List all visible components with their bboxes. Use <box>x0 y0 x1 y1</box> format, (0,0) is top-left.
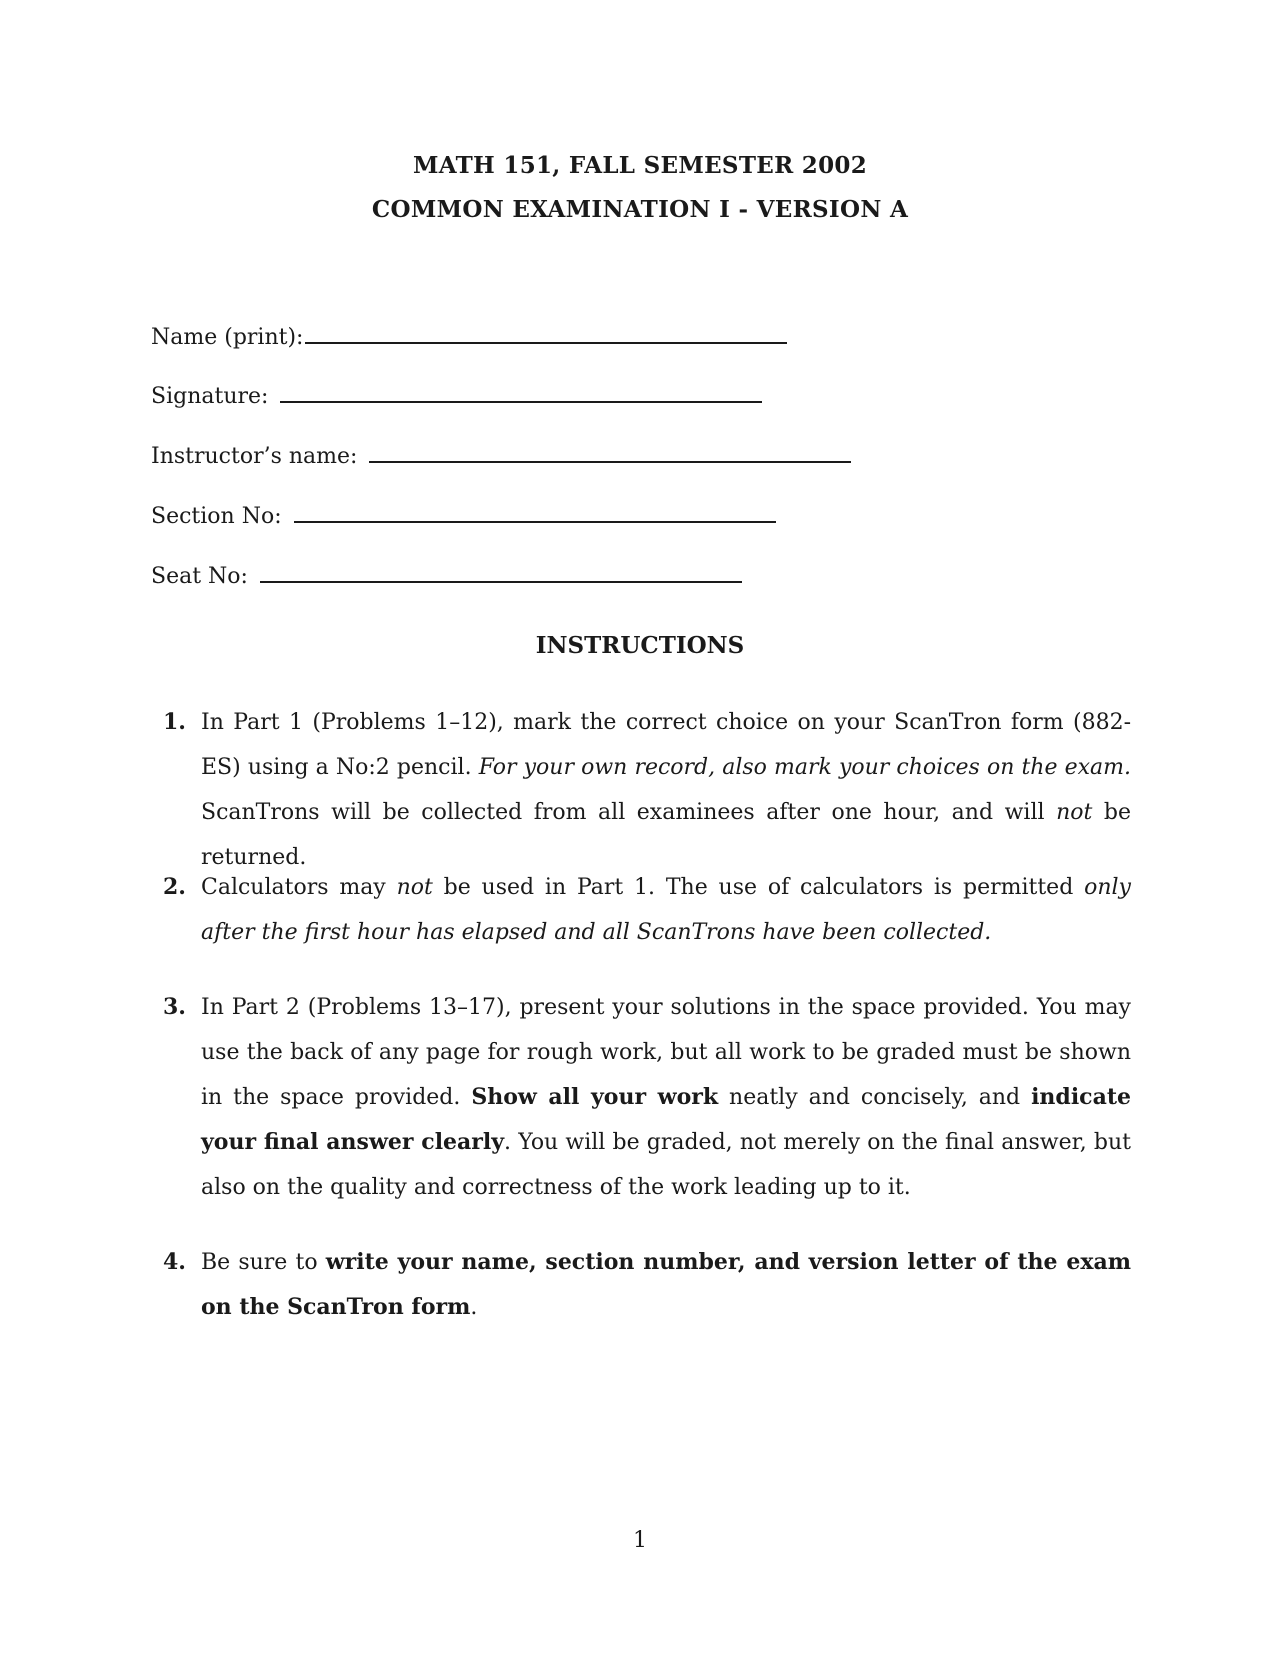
text-run: . You will be graded, not merely on the final answer, but also on the quality and correctness of the work leading up to it. <box>201 1130 1131 1200</box>
instruction-item-3 <box>163 985 1131 1210</box>
seat-field <box>151 555 742 589</box>
text-run: ScanTrons will be collected from all examinees after one hour, and will <box>201 800 1057 825</box>
text-run: be used in Part 1. The use of calculators is permitted <box>432 875 1085 900</box>
instruction-number: 1. <box>163 709 186 735</box>
text-run: Calculators may <box>201 875 397 900</box>
signature-field <box>151 375 762 409</box>
text-run-bold: indicate your final answer clearly <box>201 1084 1131 1155</box>
instruction-item-4 <box>163 1240 1131 1330</box>
text-run-italic: only after the first hour has elapsed and all ScanTrons have been collected. <box>201 875 1131 945</box>
page-number: 1 <box>633 1528 647 1553</box>
section-label: Section No: <box>151 504 282 529</box>
instruction-text <box>201 1240 1131 1330</box>
text-run: neatly and concisely, and <box>718 1085 1032 1110</box>
text-run: . <box>470 1295 478 1320</box>
text-run-italic: For your own record, also mark your choices on the exam. <box>478 755 1132 780</box>
text-run: Be sure to <box>201 1250 326 1275</box>
text-run: In Part 2 (Problems 13–17), present your solutions in the space provided. You may use the back of any page for rough work, but all work to be graded must be shown in the space provided. <box>201 995 1131 1110</box>
text-run-bold: Show all your work <box>471 1084 719 1110</box>
name-field <box>151 316 787 350</box>
course-title: MATH 151, FALL SEMESTER 2002 <box>412 152 868 179</box>
instruction-number: 3. <box>163 994 186 1020</box>
text-run-italic: not <box>396 875 433 900</box>
exam-title: COMMON EXAMINATION I - VERSION A <box>371 196 909 223</box>
section-blank-line <box>294 520 776 523</box>
instruction-number: 4. <box>163 1249 186 1275</box>
signature-blank-line <box>280 400 762 403</box>
name-blank-line <box>305 341 787 344</box>
instruction-text <box>201 985 1131 1210</box>
instructor-field <box>151 435 851 469</box>
instruction-item-1 <box>163 700 1131 880</box>
instruction-text <box>201 700 1131 880</box>
section-field <box>151 495 776 529</box>
text-run: In Part 1 (Problems 1–12), mark the correct choice on your ScanTron form (882-ES) using a No:2 pencil. <box>201 710 1131 780</box>
instructions-heading: INSTRUCTIONS <box>535 632 745 659</box>
text-run-bold: write your name, section number, and version letter of the exam on the ScanTron form <box>201 1249 1131 1320</box>
seat-label: Seat No: <box>151 564 248 589</box>
instruction-number: 2. <box>163 874 186 900</box>
signature-label: Signature: <box>151 384 269 409</box>
instructor-label: Instructor’s name: <box>151 444 358 469</box>
instruction-item-2 <box>163 865 1131 955</box>
instruction-text <box>201 865 1131 955</box>
name-label: Name (print): <box>151 325 304 350</box>
instructor-blank-line <box>369 460 851 463</box>
text-run: be returned. <box>201 800 1131 870</box>
text-run-italic: not <box>1056 800 1093 825</box>
seat-blank-line <box>260 580 742 583</box>
